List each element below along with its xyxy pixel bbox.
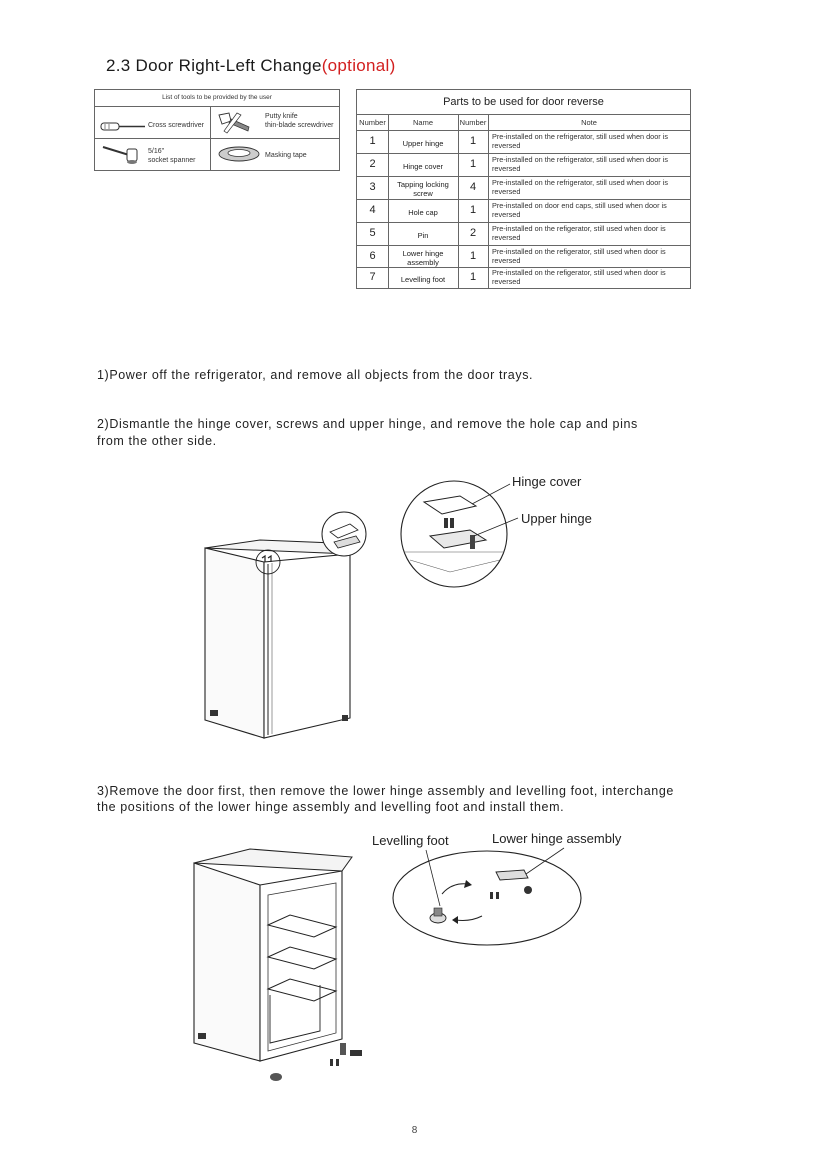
row-number: 6 xyxy=(369,250,376,262)
table-row xyxy=(357,267,690,289)
row-qty: 1 xyxy=(469,250,477,262)
table-row xyxy=(357,154,690,176)
row-number: 7 xyxy=(369,271,376,283)
row-number: 1 xyxy=(369,135,376,147)
page-number: 8 xyxy=(411,1125,418,1136)
step-1-text: 1)Power off the refrigerator, and remove all objects from the door trays. xyxy=(97,368,534,382)
lower-hinge-detail-zoom xyxy=(392,850,582,950)
parts-table-title: Parts to be used for door reverse xyxy=(443,96,604,108)
table-row xyxy=(357,177,690,199)
cross-screwdriver-icon xyxy=(99,116,149,134)
col-note-header: Note xyxy=(581,118,597,127)
row-name: Hinge cover xyxy=(402,161,444,171)
row-number: 2 xyxy=(369,158,376,170)
step-2-text-line-1: 2)Dismantle the hinge cover, screws and upper hinge, and remove the hole cap and pins xyxy=(97,417,638,431)
step-3-text-line-2: the positions of the lower hinge assembly and levelling foot and install them. xyxy=(97,800,565,814)
row-number: 3 xyxy=(369,181,376,193)
row-note: Pre-installed on the refigerator, still used when door is reversed xyxy=(492,268,666,286)
row-qty: 4 xyxy=(469,181,477,193)
lower-hinge-assembly-callout: Lower hinge assembly xyxy=(492,831,622,846)
col-name-header: Name xyxy=(412,118,433,127)
row-note: Pre-installed on the refrigerator, still used when door is reversed xyxy=(492,155,669,173)
fridge-illustration-step2 xyxy=(200,540,370,740)
row-qty: 1 xyxy=(469,204,477,216)
table-row xyxy=(357,131,690,153)
masking-tape-label: Masking tape xyxy=(265,152,307,159)
table-row xyxy=(357,200,690,222)
upper-hinge-callout: Upper hinge xyxy=(521,511,592,526)
row-note: Pre-installed on the refigerator, still used when door is reversed xyxy=(492,247,666,265)
section-title-optional: (optional) xyxy=(321,56,396,75)
masking-tape-icon xyxy=(215,145,263,163)
row-name: Pin xyxy=(417,230,429,240)
small-detail-circle-step2 xyxy=(320,510,370,560)
col-number-header: Number xyxy=(359,118,386,127)
table-row xyxy=(357,246,690,268)
putty-knife-label-1: Putty knife xyxy=(265,113,298,120)
row-number: 5 xyxy=(369,227,376,239)
section-title-main: 2.3 Door Right-Left Change xyxy=(106,56,322,75)
row-qty: 1 xyxy=(469,135,477,147)
putty-knife-icon xyxy=(215,111,255,135)
row-qty: 1 xyxy=(469,158,477,170)
row-note: Pre-installed on the refigerator, still used when door is reversed xyxy=(492,224,666,242)
col-qty-header: Number xyxy=(459,118,487,127)
socket-spanner-label-1: 5/16" xyxy=(148,148,165,155)
row-name: Tapping locking screw xyxy=(397,180,449,198)
row-note: Pre-installed on door end caps, still used when door is reversed xyxy=(492,201,667,219)
hinge-cover-callout: Hinge cover xyxy=(512,474,582,489)
row-note: Pre-installed on the refrigerator, still used when door is reversed xyxy=(492,178,669,196)
step-3-text-line-1: 3)Remove the door first, then remove the lower hinge assembly and levelling foot, interchange xyxy=(97,784,674,798)
row-name: Levelling foot xyxy=(400,274,446,284)
row-name: Upper hinge xyxy=(402,138,444,148)
row-name: Hole cap xyxy=(408,207,438,217)
levelling-foot-callout: Levelling foot xyxy=(372,833,449,848)
tools-table xyxy=(94,89,340,171)
hinge-detail-zoom xyxy=(400,480,510,590)
step-2-text-line-2: from the other side. xyxy=(97,434,217,448)
putty-knife-label-2: thin-blade screwdriver xyxy=(265,122,334,129)
parts-table xyxy=(356,89,691,289)
cross-screwdriver-label: Cross screwdriver xyxy=(148,122,205,129)
row-name: Lower hinge assembly xyxy=(402,249,444,267)
table-row xyxy=(357,223,690,245)
section-title xyxy=(106,56,396,76)
socket-spanner-icon xyxy=(99,143,147,165)
row-qty: 1 xyxy=(469,271,477,283)
row-qty: 2 xyxy=(469,227,477,239)
fridge-illustration-step3 xyxy=(190,845,370,1085)
tools-table-header: List of tools to be provided by the user xyxy=(95,90,339,107)
row-number: 4 xyxy=(369,204,376,216)
row-note: Pre-installed on the refrigerator, still used when door is reversed xyxy=(492,132,669,150)
socket-spanner-label-2: socket spanner xyxy=(148,157,196,164)
